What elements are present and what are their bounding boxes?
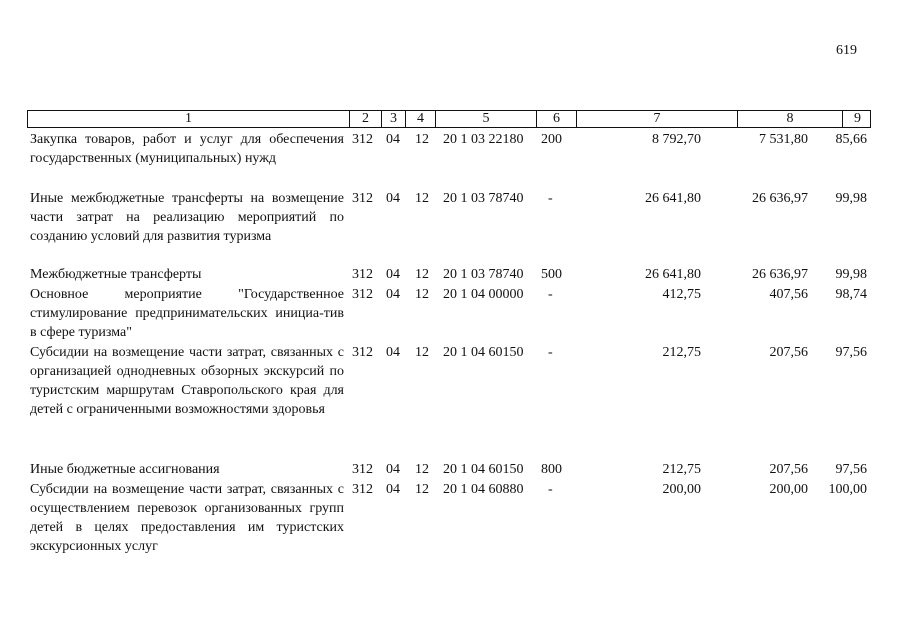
col-4: 12 bbox=[415, 345, 429, 360]
row-name: Субсидии на возмещение части затрат, связанных с осуществлением перевозок организованных групп детей в целях предоставления им туристских экскурсионных услуг bbox=[30, 482, 344, 554]
col-2: 312 bbox=[352, 462, 373, 477]
col-6: - bbox=[548, 345, 553, 360]
header-col-9: 9 bbox=[842, 111, 872, 127]
header-col-5: 5 bbox=[435, 111, 536, 127]
col-7: 26 641,80 bbox=[645, 267, 701, 282]
col-9: 97,56 bbox=[835, 345, 867, 360]
header-col-4: 4 bbox=[405, 111, 435, 127]
col-3: 04 bbox=[386, 267, 400, 282]
col-5: 20 1 04 60150 bbox=[443, 345, 524, 360]
col-3: 04 bbox=[386, 482, 400, 497]
col-5: 20 1 03 22180 bbox=[443, 132, 524, 147]
col-8: 207,56 bbox=[769, 345, 808, 360]
row-name: Иные бюджетные ассигнования bbox=[30, 462, 220, 477]
header-col-7: 7 bbox=[576, 111, 737, 127]
col-4: 12 bbox=[415, 462, 429, 477]
col-6: 500 bbox=[541, 267, 562, 282]
col-2: 312 bbox=[352, 482, 373, 497]
col-2: 312 bbox=[352, 267, 373, 282]
col-2: 312 bbox=[352, 287, 373, 302]
col-9: 98,74 bbox=[835, 287, 867, 302]
col-3: 04 bbox=[386, 462, 400, 477]
col-5: 20 1 03 78740 bbox=[443, 267, 524, 282]
col-6: - bbox=[548, 287, 553, 302]
col-8: 7 531,80 bbox=[759, 132, 808, 147]
col-9: 97,56 bbox=[835, 462, 867, 477]
col-7: 8 792,70 bbox=[652, 132, 701, 147]
col-5: 20 1 04 60880 bbox=[443, 482, 524, 497]
col-8: 207,56 bbox=[769, 462, 808, 477]
header-col-3: 3 bbox=[381, 111, 405, 127]
row-name: Закупка товаров, работ и услуг для обеспечения государственных (муниципальных) нужд bbox=[30, 132, 344, 166]
row-name: Основное мероприятие "Государственное стимулирование предпринимательских инициа-тив в сфере туризма" bbox=[30, 287, 344, 340]
col-6: - bbox=[548, 482, 553, 497]
header-col-6: 6 bbox=[536, 111, 576, 127]
col-3: 04 bbox=[386, 345, 400, 360]
col-9: 99,98 bbox=[835, 267, 867, 282]
col-7: 26 641,80 bbox=[645, 191, 701, 206]
col-4: 12 bbox=[415, 267, 429, 282]
col-7: 212,75 bbox=[662, 345, 701, 360]
col-7: 412,75 bbox=[662, 287, 701, 302]
col-5: 20 1 03 78740 bbox=[443, 191, 524, 206]
col-2: 312 bbox=[352, 132, 373, 147]
header-col-1: 1 bbox=[185, 111, 192, 126]
col-5: 20 1 04 00000 bbox=[443, 287, 524, 302]
col-3: 04 bbox=[386, 287, 400, 302]
table-header bbox=[27, 110, 871, 128]
col-4: 12 bbox=[415, 132, 429, 147]
col-6: - bbox=[548, 191, 553, 206]
col-8: 26 636,97 bbox=[752, 267, 808, 282]
row-name: Иные межбюджетные трансферты на возмещение части затрат на реализацию мероприятий по созданию условий для развития туризма bbox=[30, 191, 344, 244]
col-4: 12 bbox=[415, 287, 429, 302]
page-number: 619 bbox=[836, 43, 857, 58]
col-3: 04 bbox=[386, 191, 400, 206]
col-5: 20 1 04 60150 bbox=[443, 462, 524, 477]
col-6: 800 bbox=[541, 462, 562, 477]
col-2: 312 bbox=[352, 345, 373, 360]
row-name: Субсидии на возмещение части затрат, связанных с организацией однодневных обзорных экскурсий по туристским маршрутам Ставропольского края для детей с ограниченными возможностями здоровья bbox=[30, 345, 344, 417]
col-9: 99,98 bbox=[835, 191, 867, 206]
col-3: 04 bbox=[386, 132, 400, 147]
col-8: 26 636,97 bbox=[752, 191, 808, 206]
col-8: 200,00 bbox=[769, 482, 808, 497]
col-2: 312 bbox=[352, 191, 373, 206]
col-9: 100,00 bbox=[828, 482, 867, 497]
row-name: Межбюджетные трансферты bbox=[30, 267, 202, 282]
col-9: 85,66 bbox=[835, 132, 867, 147]
col-8: 407,56 bbox=[769, 287, 808, 302]
col-4: 12 bbox=[415, 191, 429, 206]
header-col-2: 2 bbox=[349, 111, 381, 127]
col-4: 12 bbox=[415, 482, 429, 497]
col-7: 200,00 bbox=[662, 482, 701, 497]
header-col-8: 8 bbox=[737, 111, 842, 127]
col-6: 200 bbox=[541, 132, 562, 147]
col-7: 212,75 bbox=[662, 462, 701, 477]
